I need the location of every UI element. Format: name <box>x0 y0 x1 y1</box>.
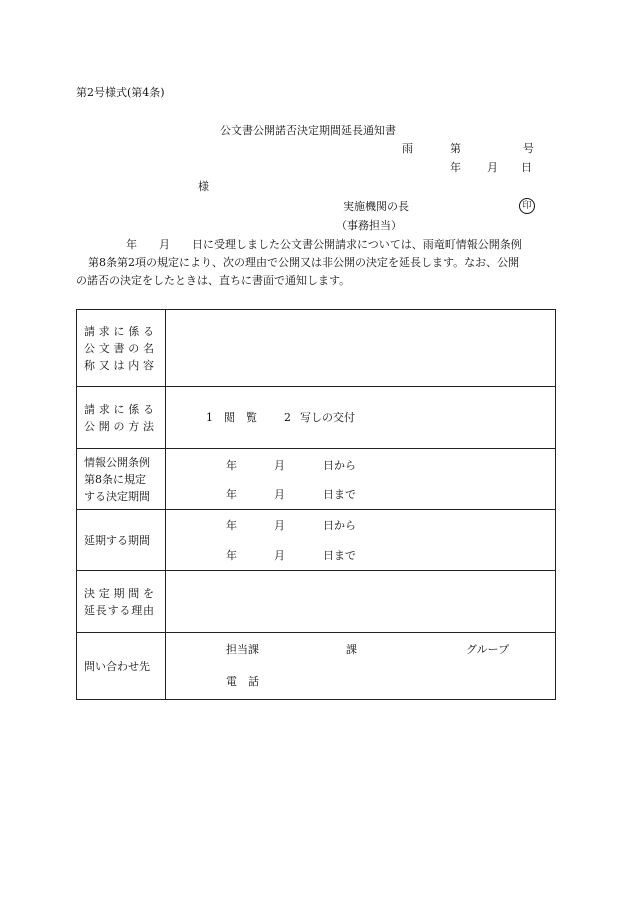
label-line: 称又は内容 <box>84 358 154 372</box>
row-label-extension-period <box>77 510 166 571</box>
table-row <box>77 310 556 387</box>
sender-contact: （事務担当） <box>336 219 402 232</box>
extension-until-month: 月 <box>274 549 285 562</box>
table-row <box>77 387 556 449</box>
label-line: 延期する期間 <box>84 533 150 547</box>
period-until-year: 年 <box>226 488 237 501</box>
table-row <box>77 449 556 510</box>
extension-until-day: 日まで <box>323 549 356 562</box>
seal-stamp: 印 <box>519 198 535 214</box>
label-line: 第8条に規定 <box>84 472 146 486</box>
period-from-year: 年 <box>226 459 237 472</box>
extension-from-day: 日から <box>323 519 356 532</box>
row-label-decision-period <box>77 449 166 510</box>
contact-field[interactable] <box>166 633 556 700</box>
reference-prefix: 雨 <box>402 142 413 155</box>
period-from-day: 日から <box>323 459 356 472</box>
contact-phone-label: 電 話 <box>226 675 259 688</box>
period-until-month: 月 <box>274 488 285 501</box>
option-1-number: 1 <box>206 411 213 424</box>
decision-period-field[interactable] <box>166 449 556 510</box>
option-2-label[interactable]: 写しの交付 <box>300 411 355 424</box>
label-line: する決定期間 <box>84 489 150 503</box>
date-month: 月 <box>487 161 498 174</box>
label-line: 問い合わせ先 <box>84 659 150 673</box>
addressee-sama: 様 <box>198 180 209 193</box>
document-name-field[interactable] <box>166 310 556 387</box>
date-day: 日 <box>521 161 532 174</box>
row-label-contact <box>77 633 166 700</box>
contact-group-label: グループ <box>466 643 510 656</box>
form-number: 第2号様式(第4条) <box>76 86 165 99</box>
body-paragraph <box>76 236 558 290</box>
sender-title: 実施機関の長 <box>343 200 409 213</box>
row-label-document-name <box>77 310 166 387</box>
table-row <box>77 510 556 571</box>
extension-until-year: 年 <box>226 549 237 562</box>
label-line: 請求に係る <box>84 402 154 416</box>
date-year: 年 <box>450 161 461 174</box>
row-label-disclosure-method <box>77 387 166 449</box>
extension-from-month: 月 <box>274 519 285 532</box>
table-row <box>77 633 556 700</box>
label-line: 公開の方法 <box>84 419 154 433</box>
option-1-label[interactable]: 閲 覧 <box>224 411 257 424</box>
label-line: 請求に係る <box>84 324 154 338</box>
document-title: 公文書公開諾否決定期間延長通知書 <box>220 124 396 137</box>
reference-gou: 号 <box>523 142 534 155</box>
period-from-month: 月 <box>274 459 285 472</box>
contact-ka-label: 課 <box>346 643 357 656</box>
row-label-extension-reason <box>77 571 166 633</box>
body-line-1: 年 月 日に受理しました公文書公開請求については、雨竜町情報公開条例 <box>126 238 522 251</box>
contact-dept-label: 担当課 <box>226 643 259 656</box>
extension-period-field[interactable] <box>166 510 556 571</box>
seal-mark <box>519 198 535 214</box>
extension-reason-field[interactable] <box>166 571 556 633</box>
request-table <box>76 309 556 700</box>
table-row <box>77 571 556 633</box>
label-line: 決定期間を <box>84 586 154 600</box>
reference-dai: 第 <box>450 142 461 155</box>
body-line-3: の諾否の決定をしたときは、直ちに書面で通知します。 <box>76 274 351 287</box>
period-until-day: 日まで <box>323 488 356 501</box>
option-2-number: 2 <box>284 411 291 424</box>
extension-from-year: 年 <box>226 519 237 532</box>
disclosure-method-field[interactable] <box>166 387 556 449</box>
label-line: 情報公開条例 <box>84 455 150 469</box>
body-line-2: 第8条第2項の規定により、次の理由で公開又は非公開の決定を延長します。なお、公開 <box>88 256 520 269</box>
label-line: 公文書の名 <box>84 341 154 355</box>
label-line: 延長する理由 <box>84 603 154 617</box>
